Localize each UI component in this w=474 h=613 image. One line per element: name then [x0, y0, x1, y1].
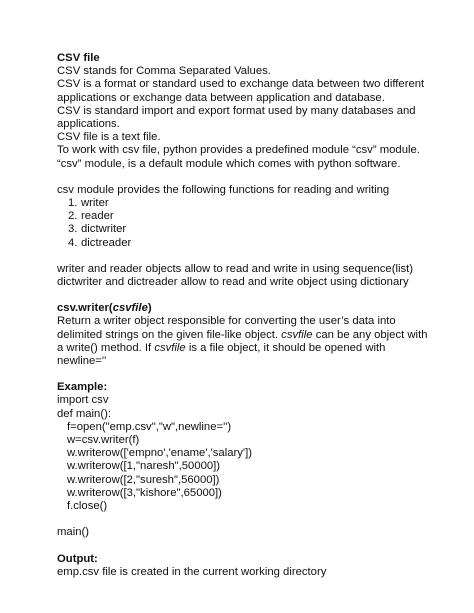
function-item-name: dictwriter — [81, 223, 127, 236]
writer-desc-line3 — [57, 342, 454, 355]
writer-heading-close: ) — [147, 302, 152, 315]
function-item-name: reader — [81, 210, 114, 223]
writer-heading-italic: csvfile — [112, 302, 148, 315]
writer-heading — [57, 302, 454, 315]
code-block — [57, 394, 454, 513]
intro-paragraph — [57, 65, 454, 171]
writer-desc-line2-italic: csvfile — [281, 328, 313, 341]
code-line: f.close() — [67, 500, 108, 513]
code-line: w.writerow(['empno','ename','salary']) — [67, 447, 252, 460]
code-line: def main(): — [57, 407, 111, 420]
functions-list — [57, 197, 454, 250]
writer-heading-plain: csv.writer( — [57, 302, 113, 315]
intro-line: CSV is standard import and export format used by many databases and — [57, 104, 416, 117]
writer-desc-line2 — [57, 329, 454, 342]
writer-desc-line2-a: delimited strings on the given file-like object. — [57, 328, 282, 341]
heading-csv-file: CSV file — [57, 52, 100, 64]
writer-desc-line1: Return a writer object responsible for converting the user’s data into — [57, 315, 396, 328]
code-line: w.writerow([3,"kishore",65000]) — [67, 486, 222, 499]
intro-line: CSV is a format or standard used to exchange data between two different — [57, 78, 425, 91]
objects-line: writer and reader objects allow to read and write in using sequence(list) — [57, 262, 414, 275]
writer-desc-line3-italic: csvfile — [154, 341, 186, 354]
functions-intro: csv module provides the following functions for reading and writing — [57, 183, 390, 196]
function-item — [68, 197, 454, 210]
output-text: emp.csv file is created in the current working directory — [57, 565, 327, 578]
function-item — [68, 210, 454, 223]
objects-line: dictwriter and dictreader allow to read and write object using dictionary — [57, 276, 409, 289]
main-call: main() — [57, 526, 90, 539]
function-item-number: 2. — [68, 210, 78, 223]
intro-line: applications or exchange data between application and database. — [57, 91, 385, 104]
writer-desc-line3-a: a write() method. If — [57, 341, 155, 354]
code-line: f=open("emp.csv","w",newline='') — [67, 420, 232, 433]
code-line: w.writerow([2,"suresh",56000]) — [67, 473, 220, 486]
objects-paragraph — [57, 263, 454, 289]
function-item-number: 3. — [68, 223, 78, 236]
output-heading: Output: — [57, 552, 98, 565]
function-item — [68, 223, 454, 236]
example-heading: Example: — [57, 381, 108, 394]
code-line: w.writerow([1,"naresh",50000]) — [67, 460, 221, 473]
intro-line: To work with csv file, python provides a predefined module “csv” module. — [57, 144, 420, 157]
code-line: w=csv.writer(f) — [67, 434, 140, 447]
writer-desc-line4: newline='' — [57, 355, 107, 368]
function-item — [68, 237, 454, 250]
writer-desc-line3-b: is a file object, it should be opened with — [185, 341, 386, 354]
writer-desc-line2-b: can be any object with — [312, 328, 428, 341]
function-item-name: writer — [81, 197, 109, 210]
intro-line: CSV file is a text file. — [57, 131, 161, 144]
intro-line: “csv” module, is a default module which comes with python software. — [57, 157, 401, 170]
intro-line: applications. — [57, 118, 120, 131]
code-line: import csv — [57, 394, 109, 407]
function-item-number: 4. — [68, 236, 78, 249]
function-item-name: dictreader — [81, 236, 132, 249]
function-item-number: 1. — [68, 197, 78, 210]
intro-line: CSV stands for Comma Separated Values. — [57, 65, 271, 78]
